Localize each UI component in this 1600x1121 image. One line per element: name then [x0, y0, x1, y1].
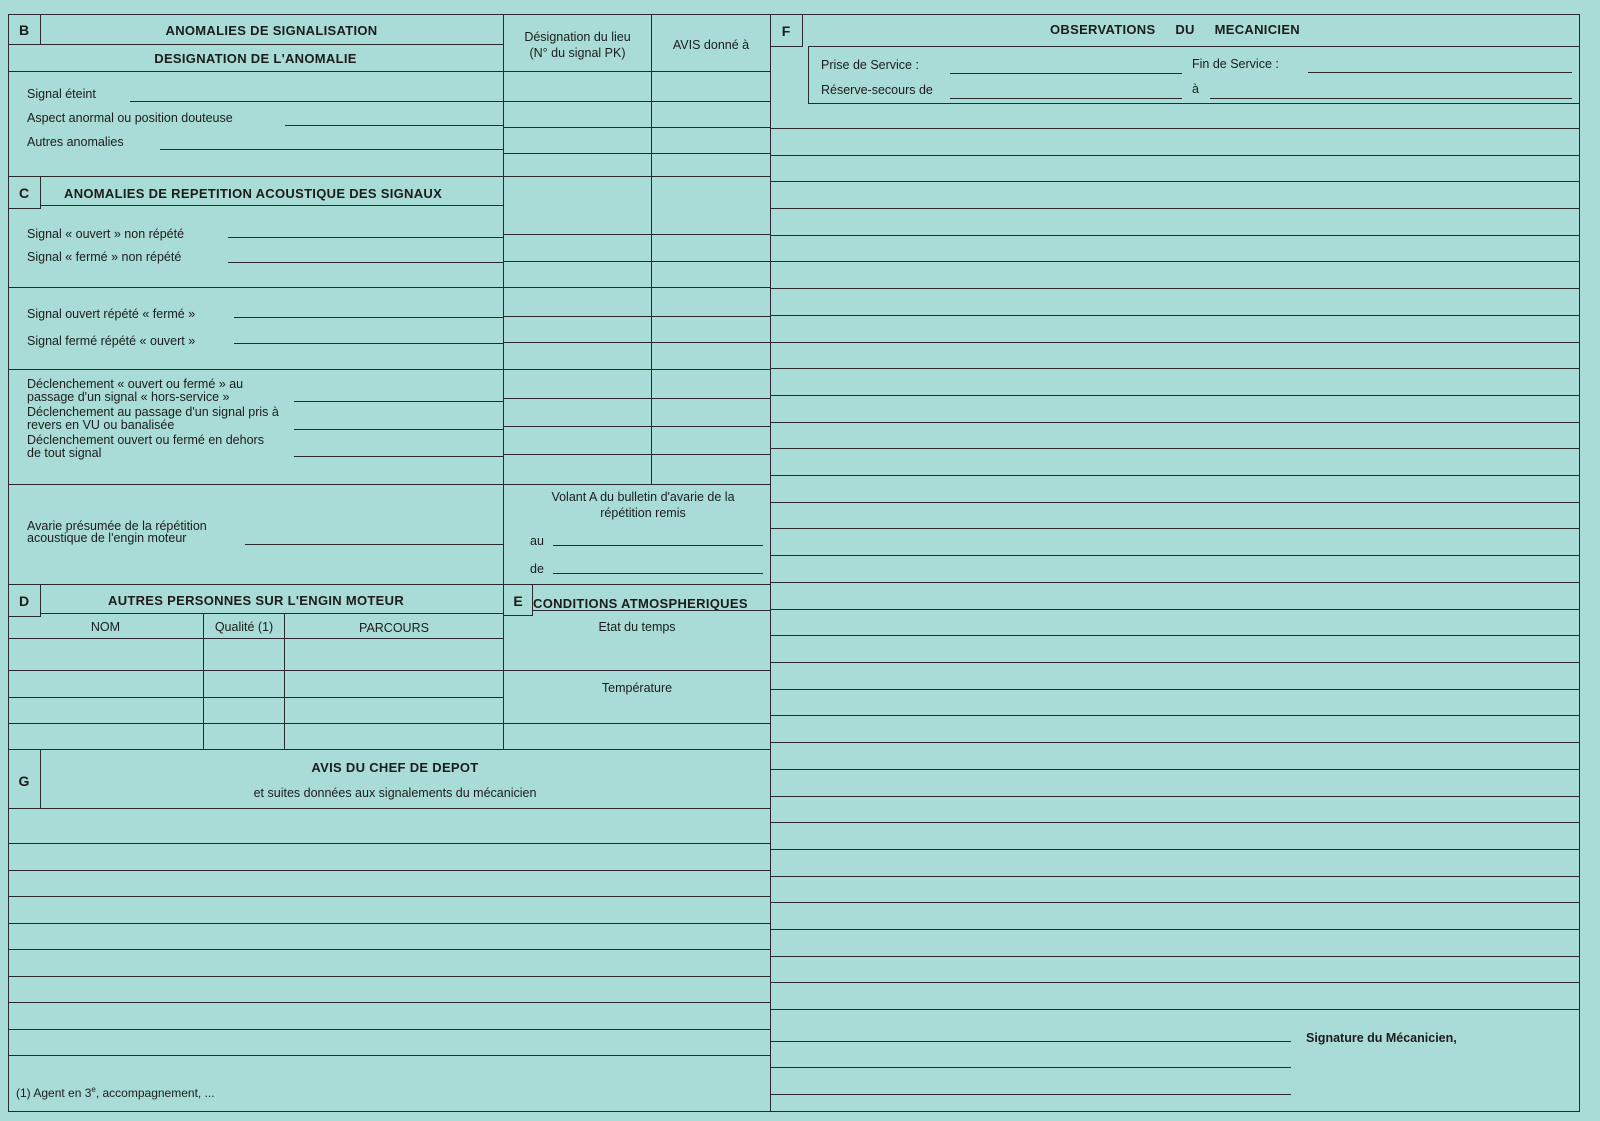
observation-line[interactable]	[771, 849, 1580, 850]
rule-c-group2	[8, 369, 770, 370]
observation-line[interactable]	[771, 555, 1580, 556]
prise-service-field[interactable]	[950, 73, 1182, 74]
row-line[interactable]	[504, 234, 770, 235]
rule-c-group1	[8, 287, 770, 288]
rule-c-top	[8, 176, 770, 177]
observation-line[interactable]	[771, 1009, 1580, 1010]
observation-line[interactable]	[771, 662, 1580, 663]
observation-line[interactable]	[771, 315, 1580, 316]
observation-line[interactable]	[771, 422, 1580, 423]
observation-line[interactable]	[771, 982, 1580, 983]
fill-line[interactable]	[228, 262, 503, 263]
reserve-de-field[interactable]	[950, 98, 1182, 99]
rule-d-top	[8, 584, 770, 585]
col-header-designation-lieu	[504, 30, 651, 60]
observation-line[interactable]	[771, 342, 1580, 343]
observation-line[interactable]	[771, 822, 1580, 823]
observation-line[interactable]	[771, 956, 1580, 957]
reserve-a-label: à	[1192, 82, 1199, 96]
col-header-designation-lieu-line1: Désignation du lieu	[524, 30, 631, 44]
row-line[interactable]	[504, 153, 770, 154]
row-line[interactable]	[504, 426, 770, 427]
section-e-title: CONDITIONS ATMOSPHERIQUES	[533, 596, 748, 611]
fill-line[interactable]	[294, 456, 503, 457]
observation-line[interactable]	[771, 609, 1580, 610]
volant-de-line[interactable]	[553, 573, 763, 574]
section-f-title: OBSERVATIONS DU MECANICIEN	[1050, 22, 1300, 37]
observation-line[interactable]	[771, 715, 1580, 716]
avis-line[interactable]	[8, 923, 770, 924]
fill-line[interactable]	[234, 317, 503, 318]
signature-line[interactable]	[771, 1094, 1291, 1095]
section-d-title: AUTRES PERSONNES SUR L'ENGIN MOTEUR	[108, 593, 405, 608]
section-b-title: ANOMALIES DE SIGNALISATION	[165, 23, 378, 38]
observation-line[interactable]	[771, 155, 1580, 156]
observation-line[interactable]	[771, 128, 1580, 129]
fill-line[interactable]	[294, 429, 503, 430]
reserve-a-field[interactable]	[1210, 98, 1572, 99]
observation-line[interactable]	[771, 235, 1580, 236]
col-header-parcours: PARCOURS	[359, 621, 429, 635]
observation-line[interactable]	[771, 929, 1580, 930]
avis-line[interactable]	[8, 870, 770, 871]
avis-line[interactable]	[8, 1029, 770, 1030]
volant-de-label: de	[530, 562, 544, 576]
col-header-designation-lieu-line2: (N° du signal PK)	[529, 46, 626, 60]
avis-line[interactable]	[8, 843, 770, 844]
reserve-label: Réserve-secours de	[821, 83, 933, 97]
observation-line[interactable]	[771, 181, 1580, 182]
observation-line[interactable]	[771, 395, 1580, 396]
section-g-title: AVIS DU CHEF DE DEPOT	[311, 760, 479, 775]
anomaly-label: Autres anomalies	[27, 135, 124, 149]
fill-line[interactable]	[245, 544, 503, 545]
volant-au-label: au	[530, 534, 544, 548]
avis-line[interactable]	[8, 949, 770, 950]
etat-temps-label: Etat du temps	[598, 620, 676, 634]
footnote: (1) Agent en 3e, accompagnement, ...	[16, 1085, 215, 1100]
fill-line[interactable]	[294, 401, 503, 402]
anomaly-label: Signal « ouvert » non répété	[27, 227, 185, 241]
rule-g-title	[8, 808, 770, 809]
rule-e-title	[532, 610, 770, 611]
fill-line[interactable]	[228, 237, 503, 238]
volant-au-line[interactable]	[553, 545, 763, 546]
row-line[interactable]	[504, 454, 770, 455]
divider-avis-col	[651, 14, 652, 484]
anomaly-label: Signal « fermé » non répété	[27, 250, 182, 264]
form-frame	[8, 14, 1580, 1112]
row-line[interactable]	[504, 127, 770, 128]
rule-d-title	[40, 613, 503, 614]
section-letter-g: G	[18, 773, 30, 789]
observation-line[interactable]	[771, 769, 1580, 770]
row-line[interactable]	[504, 342, 770, 343]
fill-line[interactable]	[285, 125, 503, 126]
table-row[interactable]	[8, 638, 503, 639]
observation-line[interactable]	[771, 742, 1580, 743]
section-letter-c: C	[18, 185, 30, 201]
observation-line[interactable]	[771, 288, 1580, 289]
section-letter-e: E	[513, 593, 523, 609]
divider-main	[770, 14, 771, 1112]
observation-line[interactable]	[771, 208, 1580, 209]
fill-line[interactable]	[160, 149, 503, 150]
volant-label: Volant A du bulletin d'avarie de la répétition remis	[551, 490, 735, 520]
rule-b-title	[40, 44, 503, 45]
avarie-label: Avarie présumée de la répétition acoustique de l'engin moteur	[27, 519, 207, 545]
rule-c-title	[40, 205, 503, 206]
observation-line[interactable]	[771, 582, 1580, 583]
observation-line[interactable]	[771, 902, 1580, 903]
observation-line[interactable]	[771, 448, 1580, 449]
temperature-line[interactable]	[504, 723, 770, 724]
row-line[interactable]	[504, 261, 770, 262]
col-header-nom: NOM	[90, 620, 121, 634]
observation-line[interactable]	[771, 689, 1580, 690]
divider-left-col	[503, 14, 504, 749]
fill-line[interactable]	[130, 101, 503, 102]
avis-line[interactable]	[8, 896, 770, 897]
table-row[interactable]	[8, 697, 503, 698]
section-letter-b: B	[18, 22, 30, 38]
observation-line[interactable]	[771, 368, 1580, 369]
row-line[interactable]	[504, 101, 770, 102]
anomaly-label: Signal ouvert répété « fermé »	[27, 307, 196, 321]
anomaly-label: Signal éteint	[27, 87, 96, 101]
signature-label: Signature du Mécanicien,	[1306, 1031, 1457, 1045]
temperature-label: Température	[601, 681, 673, 695]
rule-g-top	[8, 749, 770, 750]
signature-line[interactable]	[771, 1041, 1291, 1042]
row-line[interactable]	[504, 316, 770, 317]
table-row[interactable]	[8, 670, 503, 671]
avis-line[interactable]	[8, 1002, 770, 1003]
anomaly-label: Déclenchement au passage d'un signal pris à revers en VU ou banalisée	[27, 405, 279, 432]
etat-temps-line[interactable]	[504, 670, 770, 671]
observation-line[interactable]	[771, 876, 1580, 877]
row-line[interactable]	[504, 398, 770, 399]
fin-service-field[interactable]	[1308, 72, 1572, 73]
rule-b-subtitle	[8, 71, 770, 72]
observation-line[interactable]	[771, 528, 1580, 529]
fin-service-label: Fin de Service :	[1192, 57, 1279, 71]
anomaly-label: Déclenchement « ouvert ou fermé » au passage d'un signal « hors-service »	[27, 377, 244, 404]
fill-line[interactable]	[234, 343, 503, 344]
observation-line[interactable]	[771, 502, 1580, 503]
observation-line[interactable]	[771, 635, 1580, 636]
section-c-title: ANOMALIES DE REPETITION ACOUSTIQUE DES SIGNAUX	[64, 186, 443, 201]
section-letter-d: D	[18, 593, 30, 609]
observation-line[interactable]	[771, 261, 1580, 262]
rule-c-group3	[8, 484, 770, 485]
anomaly-label: Déclenchement ouvert ou fermé en dehors de tout signal	[27, 433, 264, 460]
section-b-subtitle: DESIGNATION DE L'ANOMALIE	[154, 51, 357, 66]
section-g-subtitle: et suites données aux signalements du mécanicien	[253, 786, 537, 800]
avis-line[interactable]	[8, 1055, 770, 1056]
prise-service-label: Prise de Service :	[821, 58, 919, 72]
anomaly-label: Aspect anormal ou position douteuse	[27, 111, 233, 125]
observation-line[interactable]	[771, 796, 1580, 797]
observation-line[interactable]	[771, 475, 1580, 476]
avis-line[interactable]	[8, 976, 770, 977]
table-row[interactable]	[8, 723, 503, 724]
anomaly-label: Signal fermé répété « ouvert »	[27, 334, 196, 348]
section-letter-f: F	[781, 23, 791, 39]
col-header-avis: AVIS donné à	[672, 38, 750, 52]
col-header-qualite: Qualité (1)	[214, 620, 274, 634]
signature-line[interactable]	[771, 1067, 1291, 1068]
